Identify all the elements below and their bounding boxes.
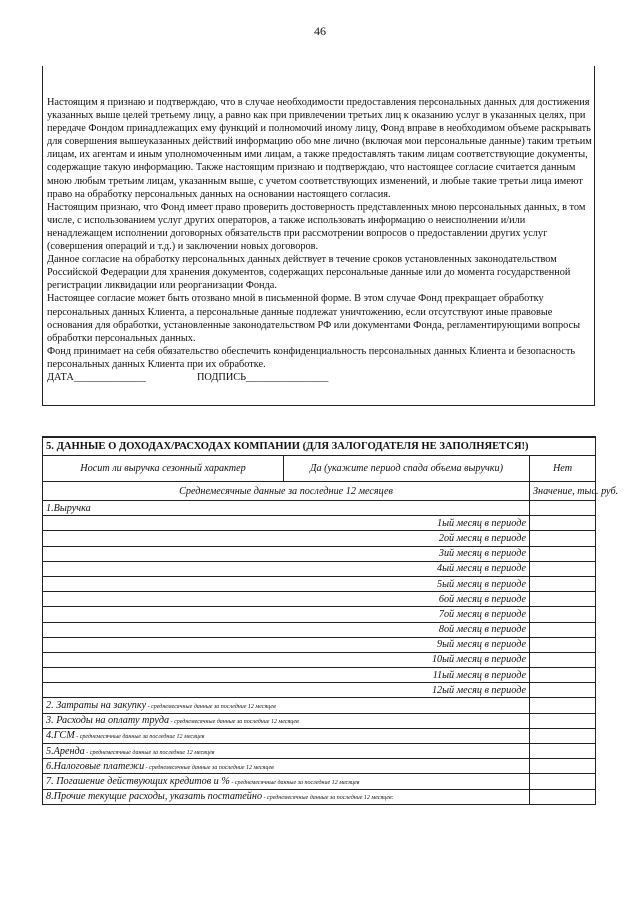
- table-row: [43, 622, 596, 637]
- table-row: [43, 683, 596, 698]
- expense-note: - среднемесячные данные за последние 12 месяцев:: [262, 795, 394, 802]
- table-row: [43, 728, 596, 743]
- table-row: [43, 561, 596, 576]
- month-value-cell[interactable]: [530, 668, 596, 683]
- month-label: 1ый месяц в периоде: [43, 516, 530, 531]
- month-label: 2ой месяц в периоде: [43, 531, 530, 546]
- date-field[interactable]: ДАТА______________: [47, 371, 146, 383]
- month-value-cell[interactable]: [530, 683, 596, 698]
- signature-row: [47, 371, 592, 384]
- month-value-cell[interactable]: [530, 652, 596, 667]
- expense-label-cell: [43, 759, 530, 774]
- seasonal-yes-option[interactable]: Да (укажите период спада объема выручки): [284, 456, 530, 482]
- month-label: 5ый месяц в периоде: [43, 576, 530, 591]
- expense-note: - среднемесячные данные за последние 12 месяцев: [229, 779, 360, 786]
- month-value-cell[interactable]: [530, 531, 596, 546]
- consent-paragraph: Настоящим я признаю и подтверждаю, что в случае необходимости предоставления персональных данных для достижения указанных выше целей третьему лицу, а равно как при привлечении третьих лиц к оказанию услуг в указанных целях, при передаче Фондом принадлежащих ему функций и полномочий иному лицу, Фонд вправе в необходимом объеме раскрывать для совершения вышеуказанных действий информацию обо мне лично (включая мои персональные данные) таким третьим лицам, их агентам и иным уполномоченным ими лицам, а также предоставлять таким лицам соответствующие документы, содержащие такую информацию. Также настоящим признаю и подтверждаю, что настоящее согласие считается данным мною любым третьим лицам, указанным выше, с учетом соответствующих изменений, и любые такие третьи лица имеют право на обработку персональных данных на основании настоящего согласия.: [47, 97, 592, 200]
- table-row: [43, 576, 596, 591]
- income-expense-table: [42, 436, 619, 805]
- table-row: [43, 759, 596, 774]
- expense-label: 4.ГСМ: [46, 730, 75, 742]
- table-row: [43, 668, 596, 683]
- expense-value-cell[interactable]: [530, 713, 596, 728]
- expense-note: - среднемесячные данные за последние 12 месяцев: [169, 719, 299, 726]
- month-label: 9ый месяц в периоде: [43, 637, 530, 652]
- expense-value-cell[interactable]: [530, 774, 596, 789]
- month-value-cell[interactable]: [530, 516, 596, 531]
- expense-label-cell: [43, 789, 530, 804]
- expense-value-cell[interactable]: [530, 759, 596, 774]
- table-row: [43, 774, 596, 789]
- table-row: [43, 607, 596, 622]
- month-value-cell[interactable]: [530, 561, 596, 576]
- expense-note: - среднемесячные данные за последние 12 месяцев: [74, 734, 205, 741]
- table-row: [43, 516, 596, 531]
- expense-label: 2. Затраты на закупку: [46, 700, 147, 712]
- month-label: 3ий месяц в периоде: [43, 546, 530, 561]
- expense-label-cell: [43, 744, 530, 759]
- expense-value-cell[interactable]: [530, 698, 596, 713]
- month-label: 12ый месяц в периоде: [43, 683, 530, 698]
- table-row: [43, 698, 596, 713]
- consent-paragraph: Настоящее согласие может быть отозвано мной в письменной форме. В этом случае Фонд прекращает обработку персональных данных Клиента, а персональные данные подлежат уничтожению, если отсутствуют иные правовые основания для обработки, установленные законодательством РФ или документами Фонда, регламентирующими вопросы обработки персональных данных.: [47, 293, 581, 344]
- month-value-cell[interactable]: [530, 622, 596, 637]
- consent-paragraph: Настоящим признаю, что Фонд имеет право проверить достоверность представленных мною персональных данных, в том числе, с использованием услуг других операторов, а также использовать информацию о неисполнении и/или ненадлежащем исполнении договорных обязательств при рассмотрении вопросов о предоставлении других услуг (совершения операций и т.д.) и заключении новых договоров.: [47, 201, 586, 253]
- seasonal-no-option[interactable]: Нет: [530, 456, 596, 482]
- expense-label: 8.Прочие текущие расходы, указать постатейно: [46, 791, 263, 803]
- expense-rows: [43, 698, 596, 804]
- revenue-value-cell[interactable]: [530, 501, 596, 516]
- seasonal-question: Носит ли выручка сезонный характер: [43, 456, 284, 482]
- table-row: [43, 789, 596, 804]
- month-value-cell[interactable]: [530, 637, 596, 652]
- month-label: 10ый месяц в периоде: [43, 652, 530, 667]
- table-header-value: Значение, тыс. руб.: [530, 482, 596, 501]
- expense-label: 3. Расходы на оплату труда: [46, 715, 170, 727]
- expense-note: - среднемесячные данные за последние 12 месяцев: [84, 749, 215, 756]
- table-row: [43, 713, 596, 728]
- expense-label-cell: [43, 713, 530, 728]
- consent-paragraph: Данное согласие на обработку персональных данных действует в течение сроков установленных законодательством Российской Федерации для хранения документов, содержащих персональные данные или до момента государственной регистрации ликвидации или реорганизации Фонда.: [47, 254, 571, 292]
- month-label: 8ой месяц в периоде: [43, 622, 530, 637]
- table-row: [43, 531, 596, 546]
- consent-text: [47, 96, 592, 384]
- month-value-cell[interactable]: [530, 592, 596, 607]
- expense-label-cell: [43, 728, 530, 743]
- expense-label: 5.Аренда: [46, 745, 85, 757]
- month-label: 6ой месяц в периоде: [43, 592, 530, 607]
- expense-value-cell[interactable]: [530, 728, 596, 743]
- expense-note: - среднемесячные данные за последние 12 месяцев: [144, 764, 274, 771]
- table-row: [43, 546, 596, 561]
- month-value-cell[interactable]: [530, 546, 596, 561]
- expense-note: - среднемесячные данные за последние 12 месяцев: [146, 704, 276, 711]
- month-label: 4ый месяц в периоде: [43, 561, 530, 576]
- expense-value-cell[interactable]: [530, 744, 596, 759]
- table-row: [43, 652, 596, 667]
- table-header-period: Среднемесячные данные за последние 12 месяцев: [43, 482, 530, 501]
- expense-value-cell[interactable]: [530, 789, 596, 804]
- month-value-cell[interactable]: [530, 607, 596, 622]
- month-value-cell[interactable]: [530, 576, 596, 591]
- month-label: 7ой месяц в периоде: [43, 607, 530, 622]
- expense-label-cell: [43, 698, 530, 713]
- month-rows: [43, 516, 596, 698]
- consent-box: [42, 66, 595, 406]
- table-row: [43, 592, 596, 607]
- page-number: 46: [314, 24, 326, 38]
- section-title: 5. ДАННЫЕ О ДОХОДАХ/РАСХОДАХ КОМПАНИИ (ДЛЯ ЗАЛОГОДАТЕЛЯ НЕ ЗАПОЛНЯЕТСЯ!): [43, 437, 596, 456]
- expense-label: 6.Налоговые платежи: [46, 760, 145, 772]
- revenue-label: 1.Выручка: [43, 501, 530, 516]
- table-row: [43, 744, 596, 759]
- income-expense-section: [42, 436, 619, 805]
- month-label: 11ый месяц в периоде: [43, 668, 530, 683]
- signature-field[interactable]: ПОДПИСЬ________________: [197, 371, 329, 383]
- expense-label: 7. Погашение действующих кредитов и %: [46, 775, 230, 787]
- consent-paragraph: Фонд принимает на себя обязательство обеспечить конфиденциальность персональных данных Клиента и безопасность персональных данных Клиента при их обработке.: [47, 345, 576, 370]
- expense-label-cell: [43, 774, 530, 789]
- table-row: [43, 637, 596, 652]
